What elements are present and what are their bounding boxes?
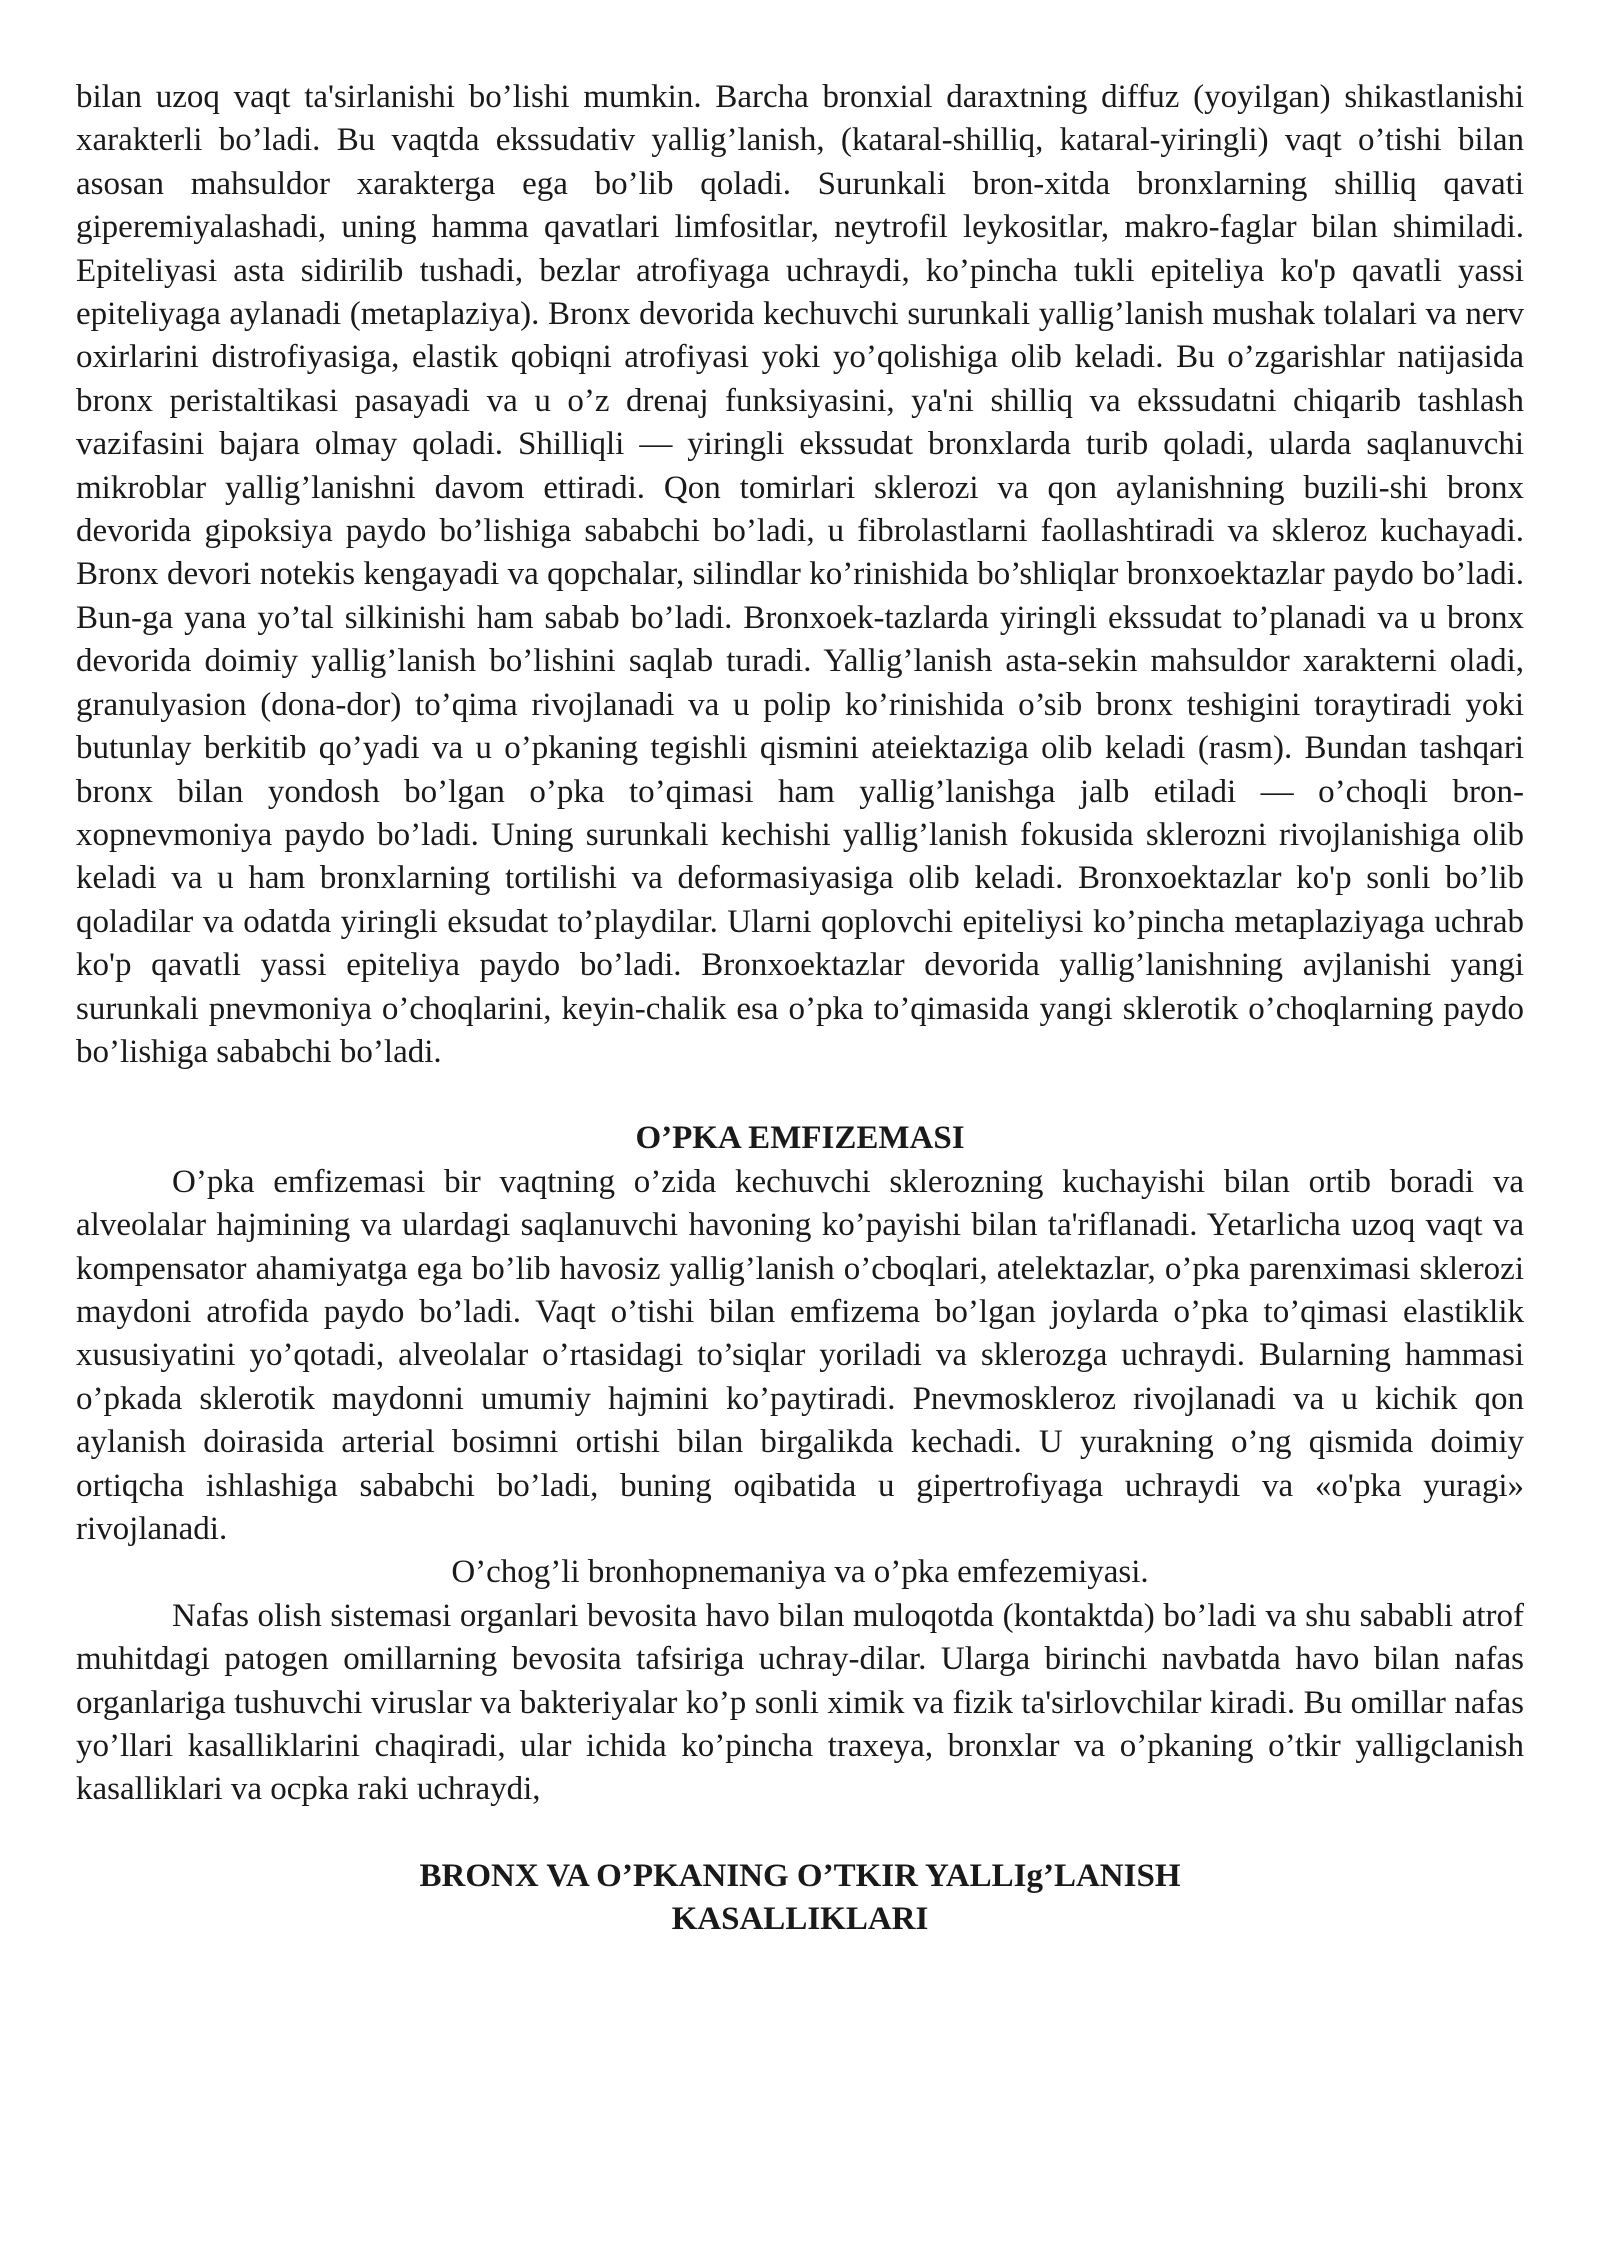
heading-acute-inflammation-line2: KASALLIKLARI: [671, 1901, 929, 1938]
heading-acute-inflammation-line1: BRONX VA O’PKANING O’TKIR YALLIg’LANISH: [419, 1857, 1181, 1894]
document-page: [76, 76, 1524, 1942]
spacer: [76, 1074, 1524, 1117]
subtitle-bronchopneumonia: O’chog’li bronhopnemaniya va o’pka emfezemiyasi.: [451, 1554, 1149, 1591]
paragraph-respiratory-system: Nafas olish sistemasi organlari bevosita havo bilan muloqotda (kontaktda) bo’ladi va shu sababli atrof muhitdagi patogen omillarning bevosita tafsiriga uchray-dilar. Ularga birinchi navbatda havo bilan nafas organlariga tushuvchi viruslar va bakteriyalar ko’p sonli ximik va fizik ta'sirlovchilar kiradi. Bu omillar nafas yo’llari kasalliklarini chaqiradi, ular ichida ko’pincha traxeya, bronxlar va o’pkaning o’tkir yalligclanish kasalliklari va ocpka raki uchraydi,: [76, 1597, 1524, 1808]
spacer: [76, 1812, 1524, 1855]
heading-emphysema: O’PKA EMFIZEMASI: [635, 1120, 965, 1157]
paragraph-emphysema: O’pka emfizemasi bir vaqtning o’zida kechuvchi sklerozning kuchayishi bilan ortib boradi va alveolalar hajmining va ulardagi saqlanuvchi havoning ko’payishi bilan ta'riflanadi. Yetarlicha uzoq vaqt va kompensator ahamiyatga ega bo’lib havosiz yallig’lanish o’cboqlari, atelektazlar, o’pka parenximasi sklerozi maydoni atrofida paydo bo’ladi. Vaqt o’tishi bilan emfizema bo’lgan joylarda o’pka to’qimasi elastiklik xususiyatini yo’qotadi, alveolalar o’rtasidagi to’siqlar yoriladi va sklerozga uchraydi. Bularning hammasi o’pkada sklerotik maydonni umumiy hajmini ko’paytiradi. Pnevmoskleroz rivojlanadi va u kichik qon aylanish doirasida arterial bosimni ortishi bilan birgalikda kechadi. U yurakning o’ng qismida doimiy ortiqcha ishlashiga sababchi bo’ladi, buning oqibatida u gipertrofiyaga uchraydi va «o'pka yuragi» rivojlanadi.: [76, 1163, 1524, 1547]
paragraph-bronchitis: bilan uzoq vaqt ta'sirlanishi bo’lishi mumkin. Barcha bronxial daraxtning diffuz (yoyilgan) shikastlanishi xarakterli bo’ladi. Bu vaqtda ekssudativ yallig’lanish, (kataral-shilliq, kataral-yiringli) vaqt o’tishi bilan asosan mahsuldor xarakterga ega bo’lib qoladi. Surunkali bron-xitda bronxlarning shilliq qavati giperemiyalashadi, uning hamma qavatlari limfositlar, neytrofil leykositlar, makro-faglar bilan shimiladi. Epiteliyasi asta sidirilib tushadi, bezlar atrofiyaga uchraydi, ko’pincha tukli epiteliya ko'p qavatli yassi epiteliyaga aylanadi (metaplaziya). Bronx devorida kechuvchi surunkali yallig’lanish mushak tolalari va nerv oxirlarini distrofiyasiga, elastik qobiqni atrofiyasi yoki yo’qolishiga olib keladi. Bu o’zgarishlar natijasida bronx peristaltikasi pasayadi va u o’z drenaj funksiyasini, ya'ni shilliq va ekssudatni chiqarib tashlash vazifasini bajara olmay qoladi. Shilliqli — yiringli ekssudat bronxlarda turib qoladi, ularda saqlanuvchi mikroblar yallig’lanishni davom ettiradi. Qon tomirlari sklerozi va qon aylanishning buzili-shi bronx devorida gipoksiya paydo bo’lishiga sababchi bo’ladi, u fibrolastlarni faollashtiradi va skleroz kuchayadi. Bronx devori notekis kengayadi va qopchalar, silindlar ko’rinishida bo’shliqlar bronxoektazlar paydo bo’ladi. Bun-ga yana yo’tal silkinishi ham sabab bo’ladi. Bronxoek-tazlarda yiringli ekssudat to’planadi va u bronx devorida doimiy yallig’lanish bo’lishini saqlab turadi. Yallig’lanish asta-sekin mahsuldor xarakterni oladi, granulyasion (dona-dor) to’qima rivojlanadi va u polip ko’rinishida o’sib bronx teshigini toraytiradi yoki butunlay berkitib qo’yadi va u o’pkaning tegishli qismini ateiektaziga olib keladi (rasm). Bundan tashqari bronx bilan yondosh bo’lgan o’pka to’qimasi ham yallig’lanishga jalb etiladi — o’choqli bron-xopnevmoniya paydo bo’ladi. Uning surunkali kechishi yallig’lanish fokusida sklerozni rivojlanishiga olib keladi va u ham bronxlarning tortilishi va deformasiyasiga olib keladi. Bronxoektazlar ko'p sonli bo’lib qoladilar va odatda yiringli eksudat to’playdilar. Ularni qoplovchi epiteliysi ko’pincha metaplaziyaga uchrab ko'p qavatli yassi epiteliya paydo bo’ladi. Bronxoektazlar devorida yallig’lanishning avjlanishi yangi surunkali pnevmoniya o’choqlarini, keyin-chalik esa o’pka to’qimasida yangi sklerotik o’choqlarning paydo bo’lishiga sababchi bo’ladi.: [76, 79, 1524, 1070]
